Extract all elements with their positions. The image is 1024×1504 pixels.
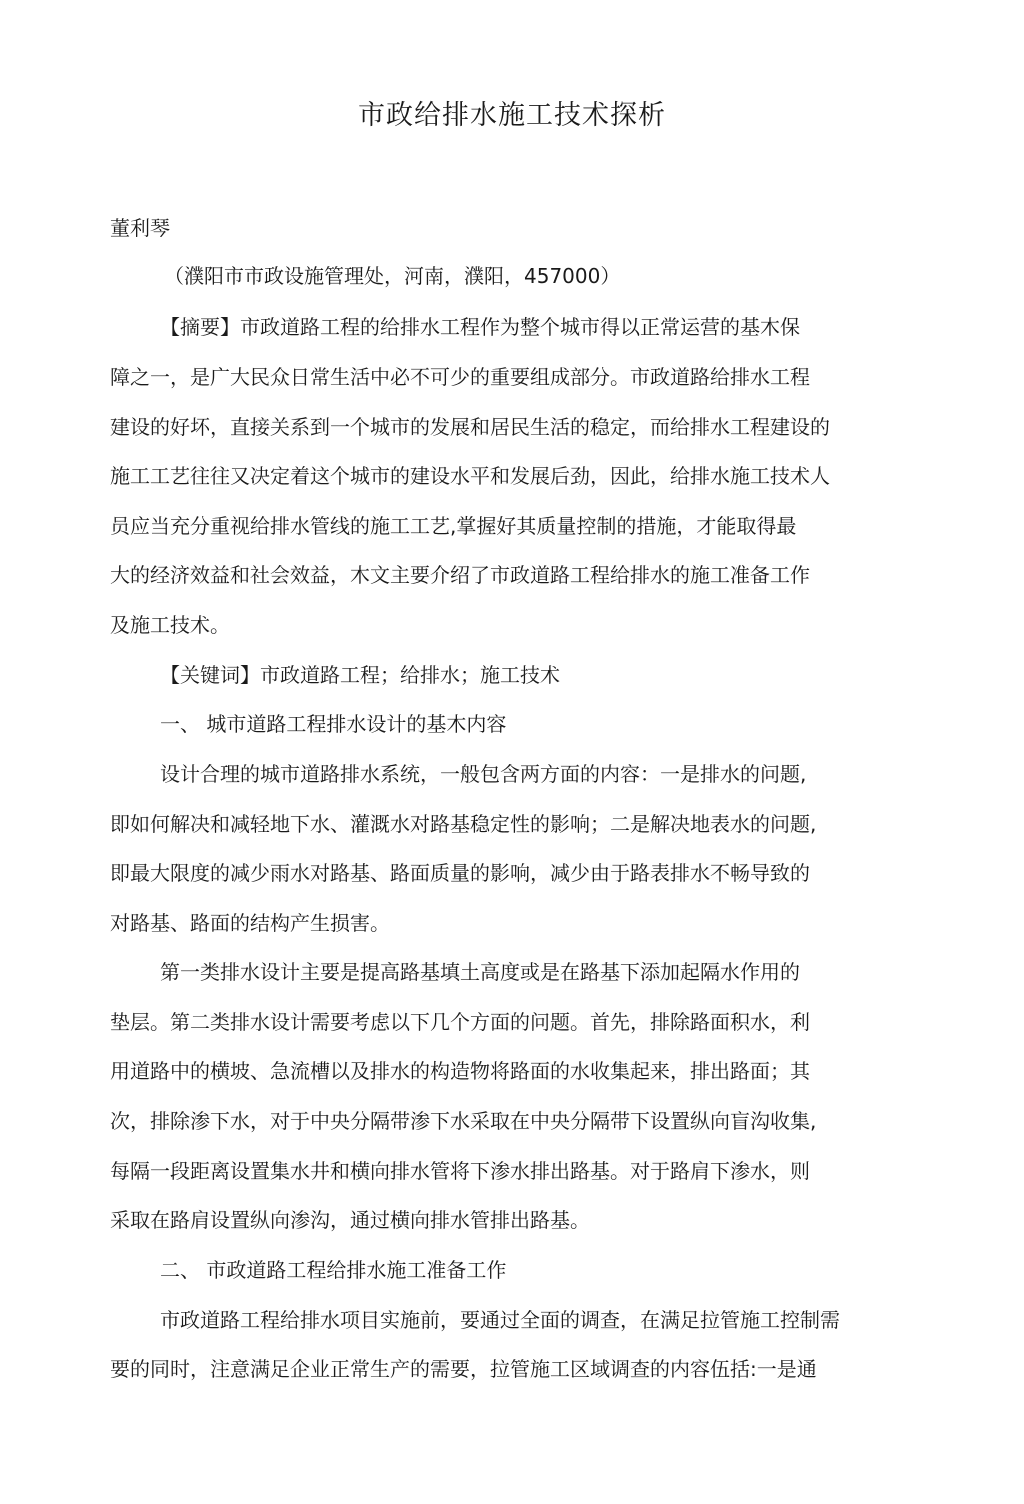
paragraph-line: 采取在路肩设置纵向渗沟，通过横向排水管排出路基。: [110, 1208, 590, 1232]
abstract-line-5: 员应当充分重视给排水管线的施工工艺,掌握好其质量控制的措施，才能取得最: [110, 514, 797, 538]
abstract-line-3: 建设的好坏，直接关系到一个城市的发展和居民生活的稳定，而给排水工程建设的: [110, 415, 830, 439]
section-heading-1: 一、 城市道路工程排水设计的基木内容: [160, 712, 507, 736]
paragraph-line: 次，排除渗下水，对于中央分隔带渗下水采取在中央分隔带下设置纵向盲沟收集,: [110, 1109, 817, 1133]
abstract-line-1: 【摘要】市政道路工程的给排水工程作为整个城市得以正常运营的基木保: [160, 315, 800, 339]
abstract-line-7: 及施工技术。: [110, 613, 230, 637]
author-affiliation: （濮阳市市政设施管理处，河南，濮阳，457000）: [164, 264, 621, 288]
paragraph-line: 市政道路工程给排水项目实施前，要通过全面的调查，在满足拉管施工控制需: [160, 1308, 840, 1332]
keywords-line: 【关键词】市政道路工程；给排水；施工技术: [160, 663, 560, 687]
paragraph-line: 要的同时，注意满足企业正常生产的需要，拉管施工区域调查的内容伍括:一是通: [110, 1357, 817, 1381]
paragraph-line: 即最大限度的减少雨水对路基、路面质量的影响，减少由于路表排水不畅导致的: [110, 861, 810, 885]
document-title: 市政给排水施工技术探析: [358, 100, 666, 131]
paragraph-line: 用道路中的横坡、急流槽以及排水的构造物将路面的水收集起来，排出路面；其: [110, 1059, 810, 1083]
paragraph-line: 对路基、路面的结构产生损害。: [110, 911, 390, 935]
paragraph-line: 设计合理的城市道路排水系统，一般包含两方面的内容：一是排水的问题,: [160, 762, 807, 786]
abstract-line-6: 大的经济效益和社会效益，木文主要介绍了市政道路工程给排水的施工准备工作: [110, 563, 810, 587]
abstract-line-2: 障之一，是广大民众日常生活中必不可少的重要组成部分。市政道路给排水工程: [110, 365, 810, 389]
section-heading-2: 二、 市政道路工程给排水施工准备工作: [160, 1258, 507, 1282]
paragraph-line: 垫层。第二类排水设计需要考虑以下几个方面的问题。首先，排除路面积水，利: [110, 1010, 810, 1034]
abstract-line-4: 施工工艺往往又决定着这个城市的建设水平和发展后劲，因此，给排水施工技术人: [110, 464, 830, 488]
paragraph-line: 第一类排水设计主要是提高路基填土高度或是在路基下添加起隔水作用的: [160, 960, 800, 984]
author-name: 董利琴: [110, 216, 170, 240]
paragraph-line: 即如何解决和减轻地下水、灌溉水对路基稳定性的影响；二是解决地表水的问题,: [110, 812, 817, 836]
paragraph-line: 每隔一段距离设置集水井和横向排水管将下渗水排出路基。对于路肩下渗水，则: [110, 1159, 810, 1183]
